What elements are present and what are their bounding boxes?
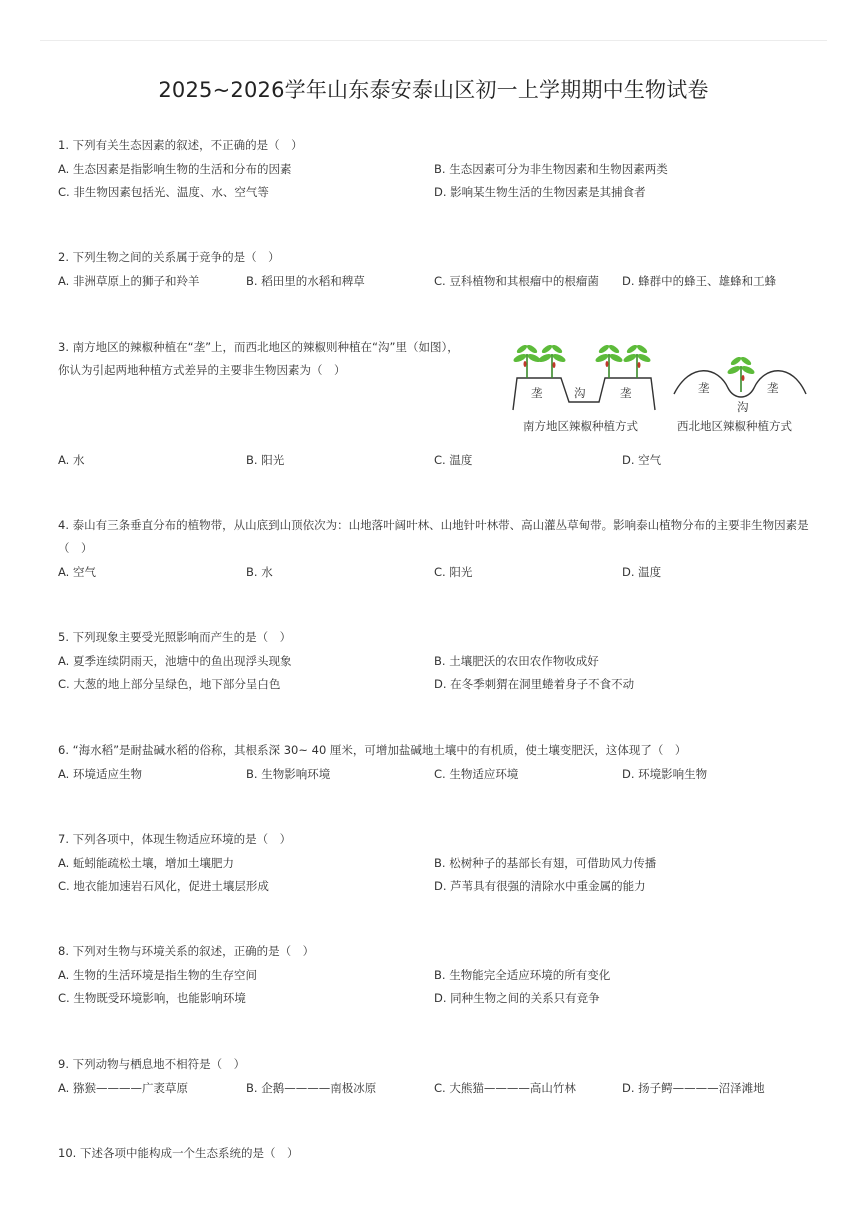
south-planting-figure	[505, 340, 660, 412]
question-6-option-a[interactable]: A. 环境适应生物	[58, 767, 142, 781]
page-title: 2025~2026学年山东泰安泰山区初一上学期期中生物试卷	[158, 78, 709, 102]
question-6-option-b[interactable]: B. 生物影响环境	[246, 767, 331, 781]
question-4-option-c[interactable]: C. 阳光	[434, 565, 473, 579]
question-4-option-b[interactable]: B. 水	[246, 565, 273, 579]
question-5-stem: 5. 下列现象主要受光照影响而产生的是（ ）	[58, 630, 292, 644]
question-2-option-c[interactable]: C. 豆科植物和其根瘤中的根瘤菌	[434, 274, 599, 288]
question-9-option-b[interactable]: B. 企鹅————南极冰原	[246, 1081, 377, 1095]
question-2-stem: 2. 下列生物之间的关系属于竞争的是（ ）	[58, 250, 280, 264]
question-8-option-b[interactable]: B. 生物能完全适应环境的所有变化	[434, 968, 611, 982]
question-8-option-a[interactable]: A. 生物的生活环境是指生物的生存空间	[58, 968, 257, 982]
question-8-option-d[interactable]: D. 同种生物之间的关系只有竞争	[434, 991, 600, 1005]
question-7-option-c[interactable]: C. 地衣能加速岩石风化，促进土壤层形成	[58, 879, 269, 893]
question-3-option-d[interactable]: D. 空气	[622, 453, 662, 467]
question-4-stem-line-2: （ ）	[58, 541, 93, 555]
south-ridge-label-2: 垄	[620, 386, 632, 400]
question-3-option-a[interactable]: A. 水	[58, 453, 85, 467]
question-8-option-c[interactable]: C. 生物既受环境影响，也能影响环境	[58, 991, 246, 1005]
question-3-option-b[interactable]: B. 阳光	[246, 453, 285, 467]
question-5-option-d[interactable]: D. 在冬季刺猬在洞里蜷着身子不食不动	[434, 677, 635, 691]
question-2-option-d[interactable]: D. 蜂群中的蜂王、雄蜂和工蜂	[622, 274, 777, 288]
northwest-ditch-label: 沟	[737, 400, 749, 414]
question-1-option-d[interactable]: D. 影响某生物生活的生物因素是其捕食者	[434, 185, 646, 199]
question-9-stem: 9. 下列动物与栖息地不相符是（ ）	[58, 1057, 246, 1071]
question-1-option-c[interactable]: C. 非生物因素包括光、温度、水、空气等	[58, 185, 269, 199]
question-7-option-b[interactable]: B. 松树种子的基部长有翅，可借助风力传播	[434, 856, 657, 870]
northwest-caption: 西北地区辣椒种植方式	[677, 419, 792, 433]
question-3-option-c[interactable]: C. 温度	[434, 453, 473, 467]
question-4-option-a[interactable]: A. 空气	[58, 565, 96, 579]
question-1-stem: 1. 下列有关生态因素的叙述，不正确的是（ ）	[58, 138, 303, 152]
question-9-option-d[interactable]: D. 扬子鳄————沼泽滩地	[622, 1081, 765, 1095]
question-8-stem: 8. 下列对生物与环境关系的叙述，正确的是（ ）	[58, 944, 315, 958]
question-9-option-c[interactable]: C. 大熊猫————高山竹林	[434, 1081, 576, 1095]
question-7-option-d[interactable]: D. 芦苇具有很强的清除水中重金属的能力	[434, 879, 646, 893]
question-6-option-c[interactable]: C. 生物适应环境	[434, 767, 519, 781]
question-5-option-a[interactable]: A. 夏季连续阴雨天，池塘中的鱼出现浮头现象	[58, 654, 292, 668]
question-9-option-a[interactable]: A. 猕猴————广袤草原	[58, 1081, 188, 1095]
northwest-ridge-label-2: 垄	[767, 381, 779, 395]
question-4-option-d[interactable]: D. 温度	[622, 565, 662, 579]
question-10-stem: 10. 下述各项中能构成一个生态系统的是（ ）	[58, 1146, 299, 1160]
northwest-ridge-label-1: 垄	[698, 381, 710, 395]
question-5-option-b[interactable]: B. 土壤肥沃的农田农作物收成好	[434, 654, 599, 668]
question-1-option-a[interactable]: A. 生态因素是指影响生物的生活和分布的因素	[58, 162, 292, 176]
question-2-option-b[interactable]: B. 稻田里的水稻和稗草	[246, 274, 365, 288]
question-1-option-b[interactable]: B. 生态因素可分为非生物因素和生物因素两类	[434, 162, 668, 176]
south-caption: 南方地区辣椒种植方式	[523, 419, 638, 433]
question-7-stem: 7. 下列各项中，体现生物适应环境的是（ ）	[58, 832, 292, 846]
question-5-option-c[interactable]: C. 大葱的地上部分呈绿色，地下部分呈白色	[58, 677, 281, 691]
south-ditch-label: 沟	[574, 386, 586, 400]
question-3-stem-line-2: 你认为引起两地种植方式差异的主要非生物因素为（ ）	[58, 363, 346, 377]
header-divider	[40, 40, 827, 41]
question-4-stem-line-1: 4. 泰山有三条垂直分布的植物带，从山底到山顶依次为：山地落叶阔叶林、山地针叶林带、高山灌丛草甸带。影响泰山植物分布的主要非生物因素是	[58, 518, 809, 532]
south-ridge-label-1: 垄	[531, 386, 543, 400]
question-2-option-a[interactable]: A. 非洲草原上的狮子和羚羊	[58, 274, 200, 288]
question-6-option-d[interactable]: D. 环境影响生物	[622, 767, 708, 781]
question-7-option-a[interactable]: A. 蚯蚓能疏松土壤，增加土壤肥力	[58, 856, 234, 870]
question-6-stem: 6. “海水稻”是耐盐碱水稻的俗称，其根系深 30~ 40 厘米，可增加盐碱地土壤中的有机质，使土壤变肥沃，这体现了（ ）	[58, 743, 687, 757]
question-3-stem-line-1: 3. 南方地区的辣椒种植在“垄”上，而西北地区的辣椒则种植在“沟”里（如图），	[58, 340, 459, 354]
northwest-planting-figure	[670, 352, 810, 402]
